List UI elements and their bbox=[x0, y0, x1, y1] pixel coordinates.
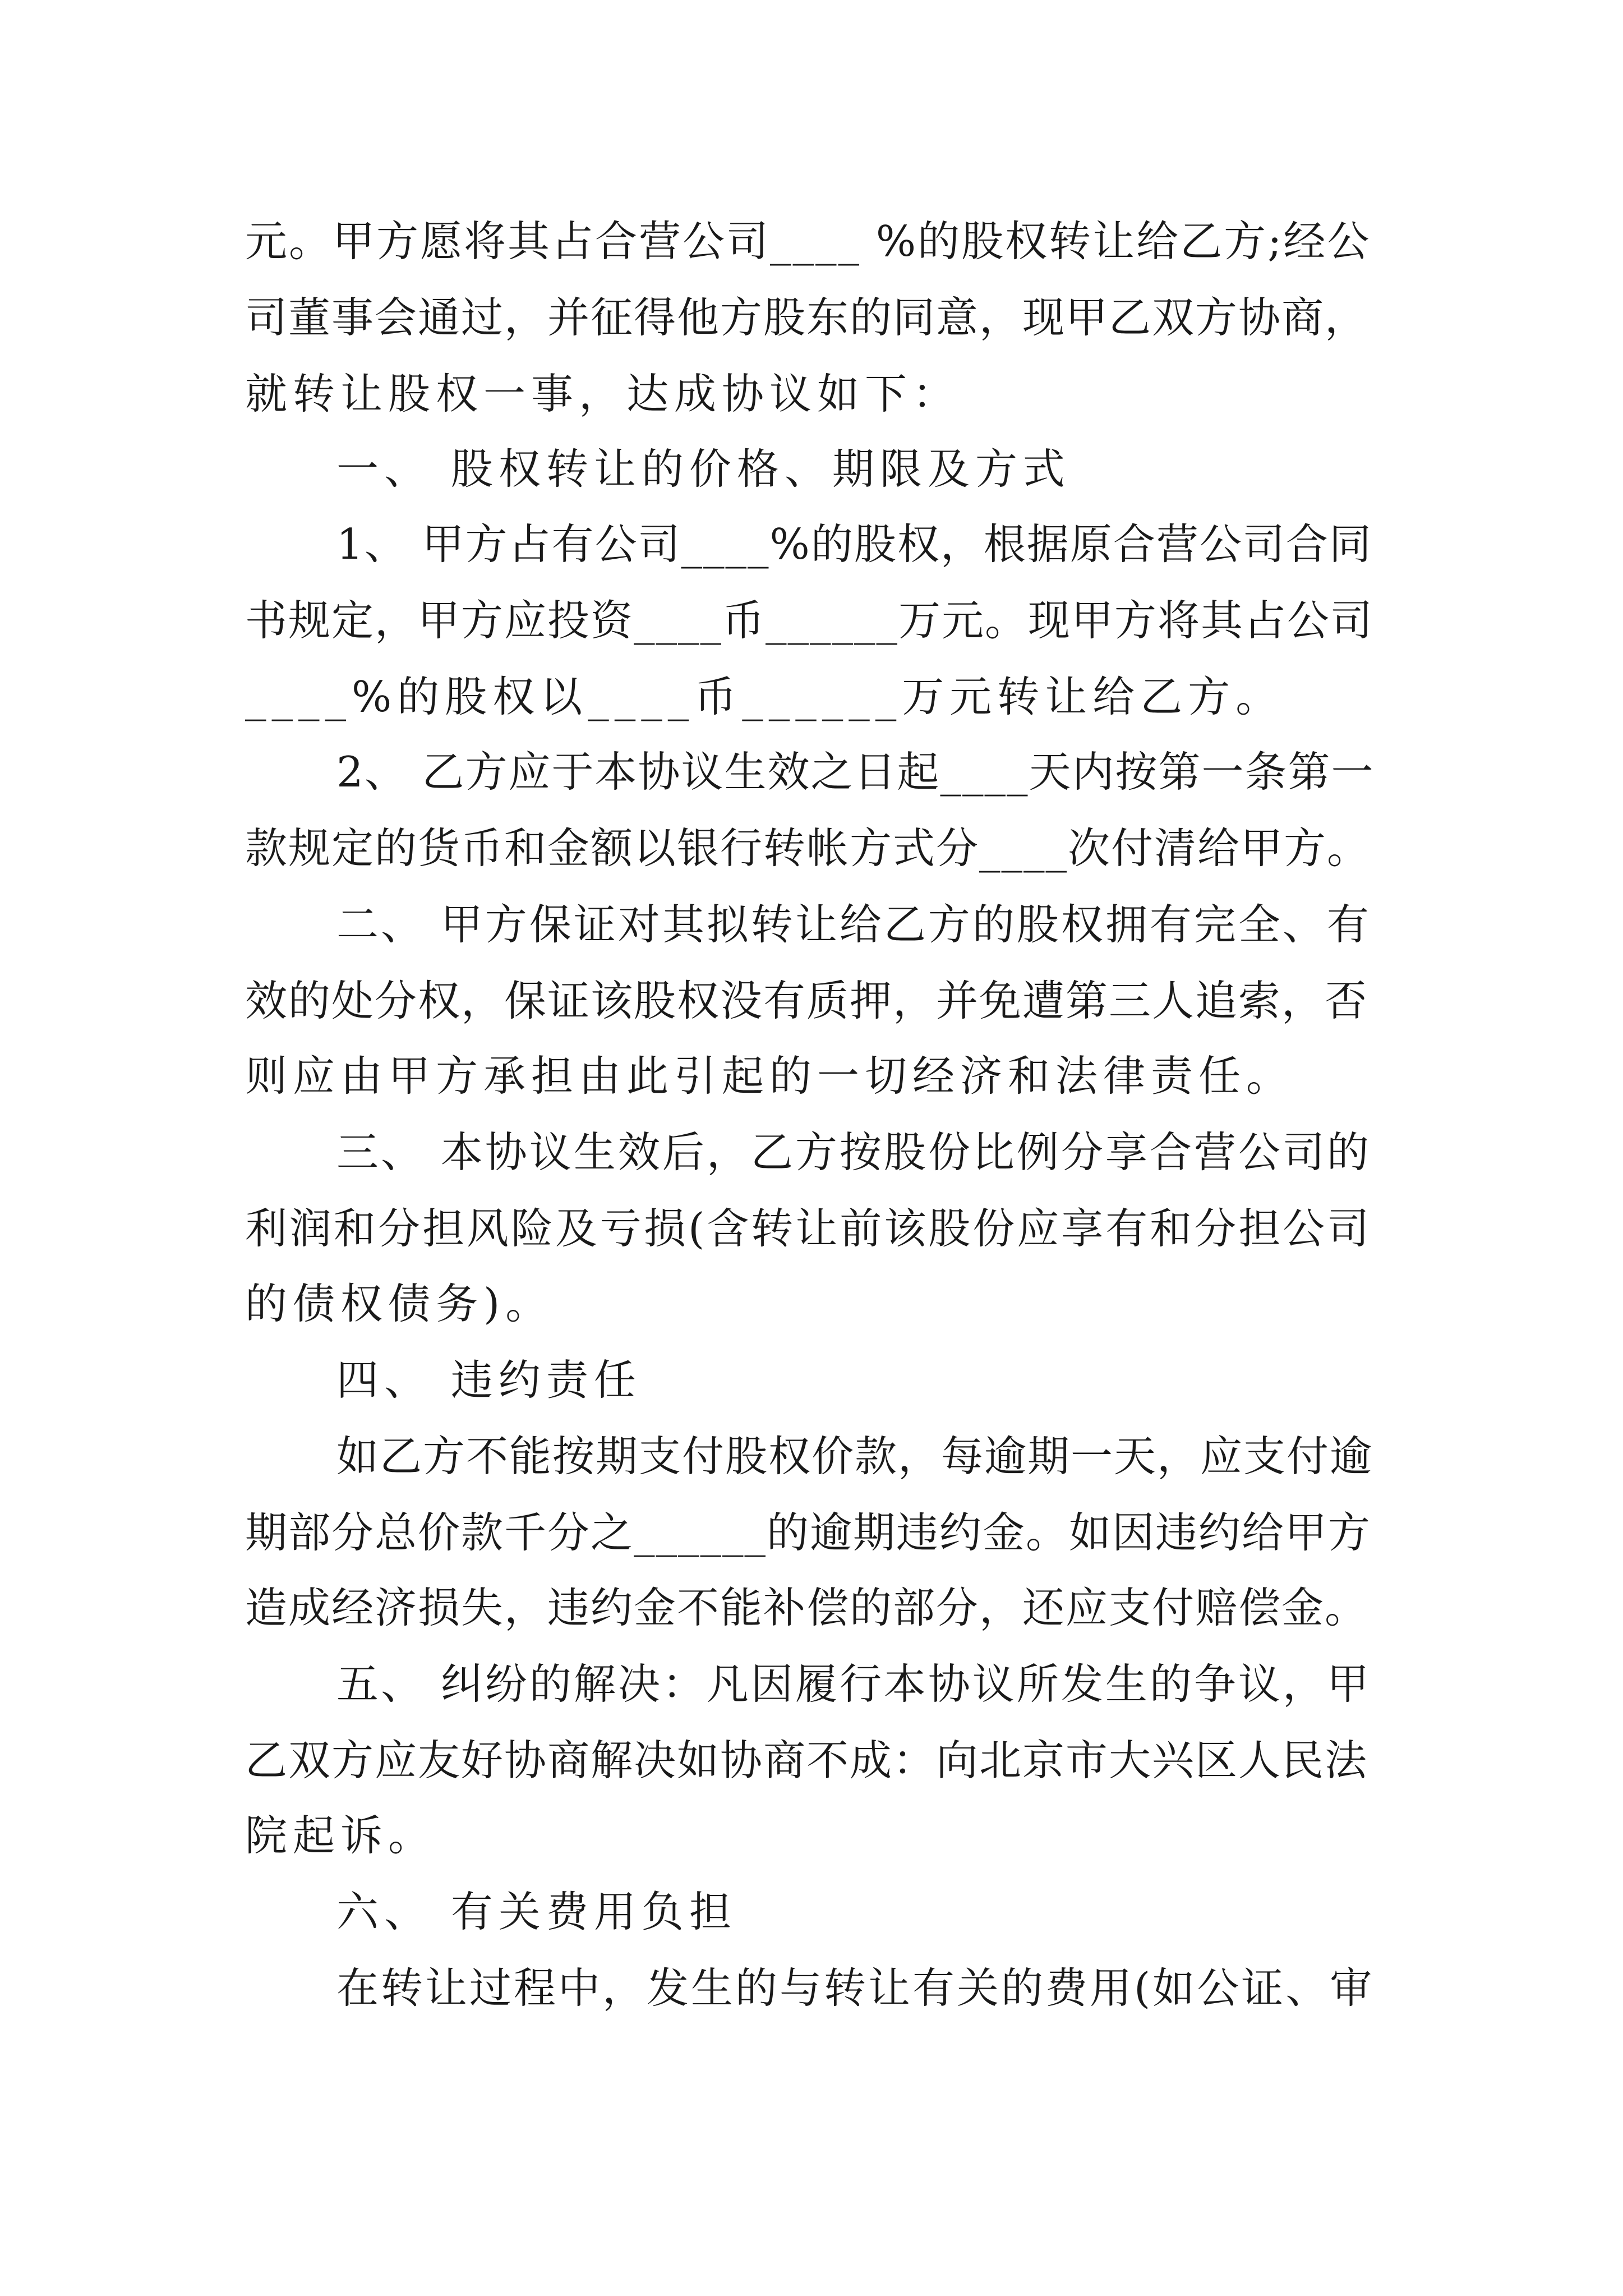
section-heading: 一、 股权转让的价格、期限及方式 bbox=[336, 444, 1071, 494]
text-line: 在转让过程中，发生的与转让有关的费用(如公证、审 bbox=[336, 1963, 1375, 2013]
text-line: 书规定，甲方应投资____币______万元。现甲方将其占公司 bbox=[245, 596, 1374, 645]
text-line: 如乙方不能按期支付股权价款，每逾期一天，应支付逾 bbox=[336, 1432, 1373, 1481]
text-line: ____%的股权以____币______万元转让给乙方。 bbox=[245, 672, 1284, 721]
section-heading: 三、 本协议生效后，乙方按股份比例分享合营公司的 bbox=[336, 1128, 1371, 1177]
text-line: 乙双方应友好协商解决如协商不成：向北京市大兴区人民法 bbox=[245, 1736, 1368, 1785]
section-heading: 四、 违约责任 bbox=[336, 1355, 642, 1405]
text-line: 利润和分担风险及亏损(含转让前该股份应享有和分担公司 bbox=[245, 1204, 1372, 1253]
text-line: 司董事会通过，并征得他方股东的同意，现甲乙双方协商， bbox=[245, 293, 1368, 342]
text-line: 2、 乙方应于本协议生效之日起____天内按第一条第一 bbox=[336, 747, 1375, 797]
text-line: 款规定的货币和金额以银行转帐方式分____次付清给甲方。 bbox=[245, 823, 1371, 873]
text-line: 就转让股权一事，达成协议如下： bbox=[245, 369, 961, 418]
text-line: 院起诉。 bbox=[245, 1811, 436, 1860]
text-line: 期部分总价款千分之______的逾期违约金。如因违约给甲方 bbox=[245, 1508, 1372, 1557]
text-line: 的债权债务)。 bbox=[245, 1279, 554, 1328]
section-heading: 六、 有关费用负担 bbox=[336, 1887, 737, 1936]
text-line: 元。甲方愿将其占合营公司____ %的股权转让给乙方;经公 bbox=[245, 217, 1371, 266]
text-line: 则应由甲方承担由此引起的一切经济和法律责任。 bbox=[245, 1051, 1294, 1101]
section-heading: 二、 甲方保证对其拟转让给乙方的股权拥有完全、有 bbox=[336, 900, 1371, 949]
text-line: 效的处分权，保证该股权没有质押，并免遭第三人追索，否 bbox=[245, 976, 1368, 1025]
text-line: 造成经济损失，违约金不能补偿的部分，还应支付赔偿金。 bbox=[245, 1583, 1368, 1632]
section-heading: 五、 纠纷的解决：凡因履行本协议所发生的争议，甲 bbox=[336, 1659, 1371, 1709]
text-line: 1、 甲方占有公司____%的股权，根据原合营公司合同 bbox=[336, 519, 1372, 569]
